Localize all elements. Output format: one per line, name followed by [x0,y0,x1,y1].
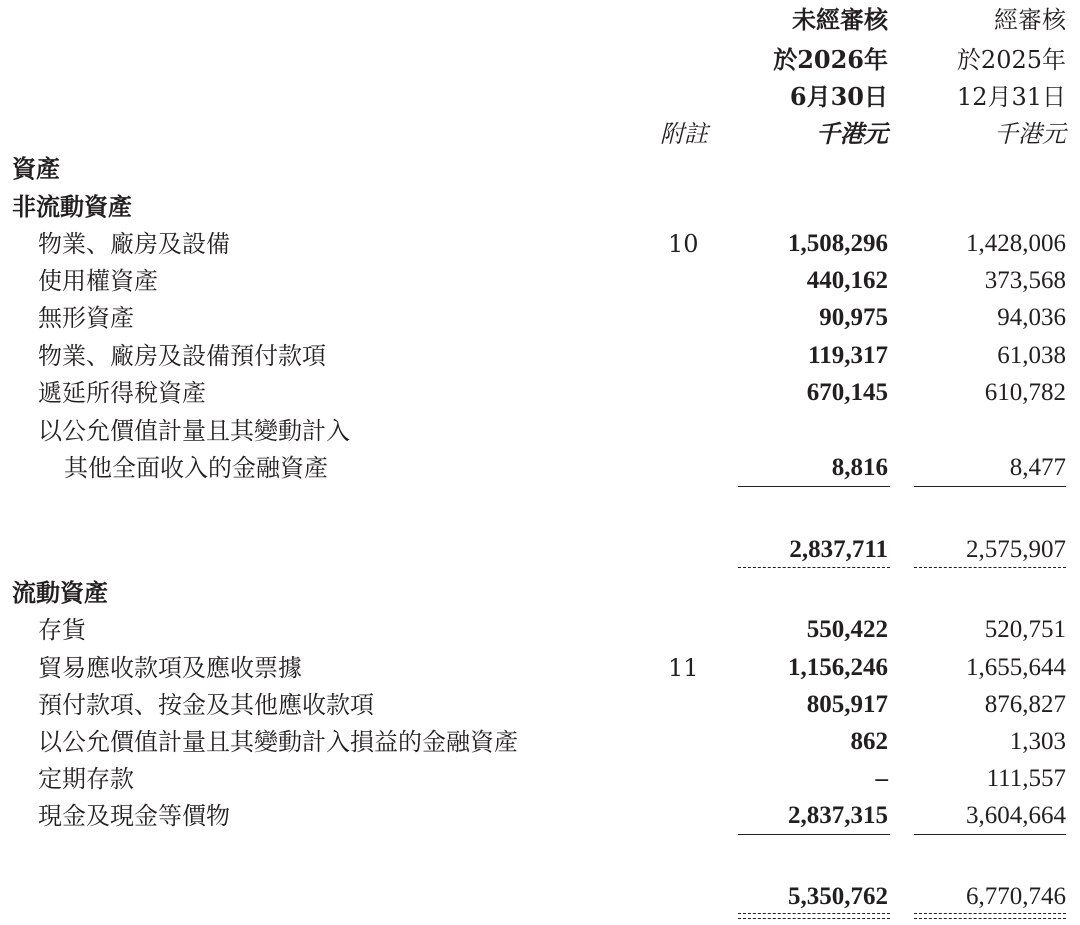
row-label: 以公允價值計量且其變動計入 [38,417,350,445]
row-previous-value: 3,604,664 [966,802,1066,829]
row-current-value: 90,975 [819,304,888,331]
row-note: 10 [668,230,699,258]
header-current-unit: 千港元 [816,119,888,148]
subtotal-rule-previous [914,834,1066,835]
total-dashed-rule-previous [914,567,1066,568]
row-current-value: – [875,765,888,792]
subtotal-rule-previous [914,486,1066,487]
header-previous-date: 12月31日 [956,83,1066,111]
row-current-value: 2,837,315 [788,802,888,829]
row-label: 預付款項、按金及其他應收款項 [38,691,374,719]
row-current-value: 119,317 [808,342,888,369]
row-previous-value: 520,751 [984,616,1066,643]
header-previous-status: 經審核 [994,6,1066,34]
current-total-current: 5,350,762 [788,883,888,910]
subtotal-rule-current [738,486,890,487]
row-current-value: 1,508,296 [788,230,888,257]
row-current-value: 1,156,246 [788,654,888,681]
row-note: 11 [668,654,699,682]
row-previous-value: 94,036 [997,304,1066,331]
total-dashed-rule-previous-second [914,918,1066,919]
section-current-assets: 流動資產 [12,578,108,607]
row-previous-value: 876,827 [984,691,1066,718]
header-note-label: 附註 [660,120,708,148]
row-previous-value: 373,568 [984,267,1066,294]
row-label: 使用權資產 [38,267,158,295]
row-label: 貿易應收款項及應收票據 [38,654,302,682]
row-label: 物業、廠房及設備預付款項 [38,342,326,370]
header-current-date: 6月30日 [789,82,888,111]
row-previous-value: 1,655,644 [966,654,1066,681]
section-non-current-assets: 非流動資產 [12,192,132,221]
row-label: 定期存款 [38,765,134,793]
header-current-year: 於2026年 [773,45,888,74]
row-label: 無形資產 [38,304,134,332]
row-current-value: 670,145 [806,379,888,406]
current-total-previous: 6,770,746 [966,883,1066,910]
row-current-value: 805,917 [806,691,888,718]
row-current-value: 440,162 [806,267,888,294]
row-previous-value: 1,428,006 [966,230,1066,257]
row-current-value: 862 [850,728,888,755]
row-previous-value: 1,303 [1009,728,1066,755]
header-current-status: 未經審核 [792,5,888,34]
row-previous-value: 111,557 [986,765,1066,792]
subtotal-rule-current [738,834,890,835]
row-previous-value: 8,477 [1009,454,1066,481]
row-label: 以公允價值計量且其變動計入損益的金融資產 [38,728,518,756]
row-label-continued: 其他全面收入的金融資產 [64,454,328,482]
row-current-value: 8,816 [831,454,888,481]
row-previous-value: 61,038 [997,342,1066,369]
total-dashed-rule-previous [914,913,1066,914]
header-previous-unit: 千港元 [994,120,1066,148]
row-label: 遞延所得稅資產 [38,379,206,407]
total-dashed-rule-current [738,913,890,914]
total-dashed-rule-current-second [738,918,890,919]
non-current-total-previous: 2,575,907 [966,536,1066,563]
section-assets: 資產 [12,154,60,183]
row-label: 現金及現金等價物 [38,802,230,830]
total-dashed-rule-current [738,567,890,568]
row-current-value: 550,422 [806,616,888,643]
non-current-total-current: 2,837,711 [789,536,888,563]
row-label: 物業、廠房及設備 [38,230,230,258]
row-previous-value: 610,782 [984,379,1066,406]
row-label: 存貨 [38,616,86,644]
header-previous-year: 於2025年 [956,46,1066,74]
